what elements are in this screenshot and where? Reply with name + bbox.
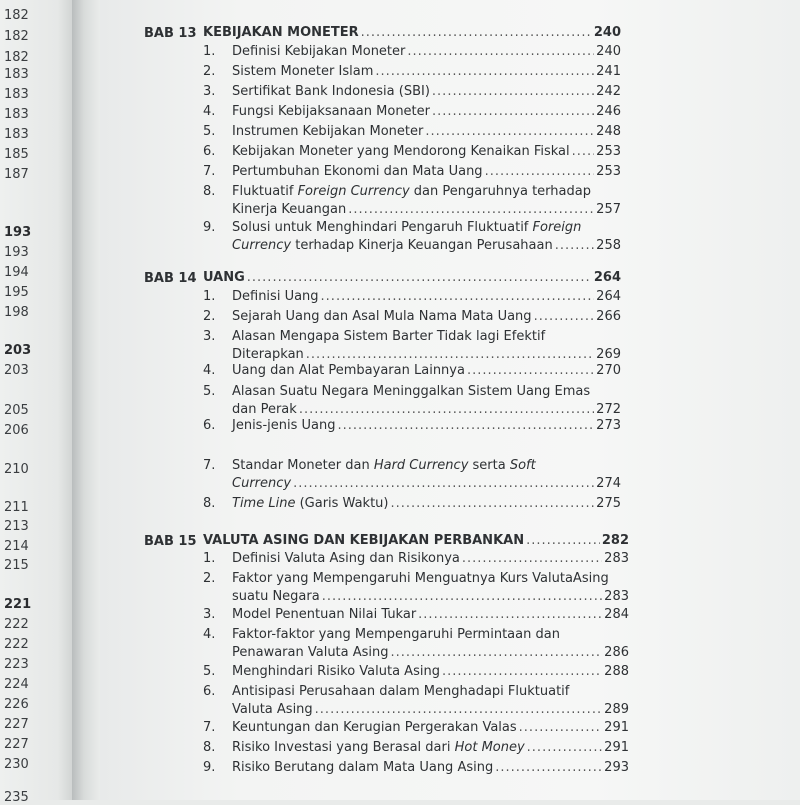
entry-text: Model Penentuan Nilai Tukar xyxy=(232,607,417,622)
entry-text: Definisi Kebijakan Moneter xyxy=(232,44,406,59)
left-page-number: 223 xyxy=(4,657,29,672)
toc-entry-line xyxy=(232,363,621,379)
entry-text: Sertifikat Bank Indonesia (SBI) xyxy=(232,84,430,99)
left-page-number: 230 xyxy=(4,757,29,772)
entry-number: 3. xyxy=(203,329,216,344)
left-page-number: 193 xyxy=(4,245,29,260)
leader-dots xyxy=(425,124,594,140)
entry-text xyxy=(232,664,440,680)
toc-entry-line xyxy=(232,164,621,180)
entry-number: 8. xyxy=(203,184,216,199)
entry-text: Sejarah Uang dan Asal Mula Nama Mata Uang xyxy=(232,309,532,324)
entry-text: Pertumbuhan Ekonomi dan Mata Uang xyxy=(232,164,483,179)
left-page-number: 215 xyxy=(4,558,29,573)
entry-page: 240 xyxy=(596,44,621,59)
leader-dots xyxy=(495,760,602,776)
entry-text: Fluktuatif xyxy=(232,184,298,199)
entry-page: 270 xyxy=(596,363,621,378)
entry-text-italic: Foreign Currency xyxy=(297,184,410,199)
left-page-number: 235 xyxy=(4,790,29,805)
entry-number: 9. xyxy=(203,220,216,235)
entry-text xyxy=(232,124,423,140)
entry-text: Alasan Mengapa Sistem Barter Tidak lagi Efektif xyxy=(232,329,546,344)
entry-text xyxy=(232,551,460,567)
leader-dots xyxy=(375,64,594,80)
entry-number: 5. xyxy=(203,124,216,139)
entry-text-italic: Hard Currency xyxy=(373,458,469,473)
leader-dots xyxy=(572,144,595,160)
entry-number: 8. xyxy=(203,496,216,511)
leader-dots xyxy=(442,664,602,680)
bab13-page: 240 xyxy=(593,25,621,40)
entry-text: Diterapkan xyxy=(232,347,304,362)
toc-entry-line xyxy=(232,760,629,776)
left-page-number: 195 xyxy=(4,285,29,300)
leader-dots xyxy=(432,84,594,100)
toc-entry-line xyxy=(232,402,621,418)
toc-entry-line xyxy=(232,702,629,718)
entry-text xyxy=(232,84,430,100)
leader-dots xyxy=(467,363,594,379)
entry-number: 4. xyxy=(203,627,216,642)
entry-text: Standar Moneter dan xyxy=(232,458,374,473)
toc-entry-line xyxy=(232,589,629,605)
leader-dots xyxy=(321,289,595,305)
entry-text xyxy=(232,496,388,512)
toc-entry-line xyxy=(232,238,621,254)
leader-dots xyxy=(338,418,595,434)
left-page-number: 198 xyxy=(4,305,29,320)
entry-text: Antisipasi Perusahaan dalam Menghadapi Fluktuatif xyxy=(232,684,570,699)
entry-text: Uang dan Alat Pembayaran Lainnya xyxy=(232,363,465,378)
entry-text: Instrumen Kebijakan Moneter xyxy=(232,124,424,139)
entry-text: dan Pengaruhnya terhadap xyxy=(409,184,591,199)
entry-number: 7. xyxy=(203,164,216,179)
left-page-number: 185 xyxy=(4,147,29,162)
toc-entry-line xyxy=(232,84,621,100)
entry-number: 7. xyxy=(203,720,216,735)
bab13-title: KEBIJAKAN MONETER xyxy=(203,25,359,40)
leader-dots xyxy=(391,645,603,661)
entry-text: Definisi Uang xyxy=(232,289,319,304)
entry-page: 257 xyxy=(596,202,621,217)
entry-text: terhadap Kinerja Keuangan Perusahaan xyxy=(291,238,553,253)
entry-text xyxy=(232,104,430,120)
leader-dots xyxy=(534,309,595,325)
bab14-heading xyxy=(203,270,621,286)
entry-text-line xyxy=(232,684,569,700)
entry-number: 2. xyxy=(203,571,216,586)
entry-number: 3. xyxy=(203,607,216,622)
leader-dots xyxy=(293,476,594,492)
entry-text xyxy=(232,238,553,254)
entry-page: 248 xyxy=(596,124,621,139)
toc-entry-line xyxy=(232,476,621,492)
entry-text xyxy=(232,144,570,160)
entry-text-italic: (Garis Waktu) xyxy=(295,496,389,511)
toc-entry-line xyxy=(232,645,629,661)
entry-text: Fungsi Kebijaksanaan Moneter xyxy=(232,104,430,119)
left-page-number: 206 xyxy=(4,423,29,438)
right-page xyxy=(100,0,800,800)
entry-text xyxy=(232,402,297,418)
toc-entry-line xyxy=(232,309,621,325)
leader-dots xyxy=(407,44,594,60)
left-page-number: 182 xyxy=(4,8,29,23)
left-page-number: 194 xyxy=(4,265,29,280)
left-page-number: 205 xyxy=(4,403,29,418)
entry-page: 291 xyxy=(604,720,629,735)
bab15-page: 282 xyxy=(601,533,629,548)
entry-page: 293 xyxy=(604,760,629,775)
leader-dots xyxy=(418,607,602,623)
entry-text: dan Perak xyxy=(232,402,297,417)
entry-text xyxy=(232,309,532,325)
leader-dots xyxy=(485,164,595,180)
left-page-number: 183 xyxy=(4,87,29,102)
entry-number: 4. xyxy=(203,363,216,378)
toc-entry-line xyxy=(232,664,629,680)
entry-text-italic: Currency xyxy=(232,238,292,253)
entry-text xyxy=(232,289,319,305)
toc-entry-line xyxy=(232,551,629,567)
entry-text xyxy=(232,347,304,363)
entry-page: 242 xyxy=(596,84,621,99)
entry-number: 1. xyxy=(203,551,216,566)
left-page-number: 183 xyxy=(4,107,29,122)
left-page-number: 182 xyxy=(4,29,29,44)
left-page-number: 222 xyxy=(4,637,29,652)
entry-page: 269 xyxy=(596,347,621,362)
entry-text xyxy=(232,476,291,492)
left-page-number: 203 xyxy=(4,343,32,358)
leader-dots xyxy=(306,347,594,363)
entry-number: 6. xyxy=(203,144,216,159)
entry-text: Solusi untuk Menghindari Pengaruh Fluktuatif xyxy=(232,220,533,235)
left-page-number: 222 xyxy=(4,617,29,632)
entry-number: 8. xyxy=(203,740,216,755)
entry-text-italic: Hot Money xyxy=(454,740,525,755)
toc-entry-line xyxy=(232,740,629,756)
entry-number: 6. xyxy=(203,418,216,433)
entry-number: 1. xyxy=(203,289,216,304)
left-page-number: 227 xyxy=(4,737,29,752)
entry-text: suatu Negara xyxy=(232,589,320,604)
toc-entry-line xyxy=(232,44,621,60)
entry-text: Valuta Asing xyxy=(232,702,313,717)
toc-entry-line xyxy=(232,289,621,305)
entry-page: 253 xyxy=(596,164,621,179)
left-page-number: 227 xyxy=(4,717,29,732)
left-page-number: 226 xyxy=(4,697,29,712)
leader-dots xyxy=(390,496,594,512)
bab14-label: BAB 14 xyxy=(144,271,197,286)
toc-entry-line xyxy=(232,347,621,363)
left-page-number: 183 xyxy=(4,127,29,142)
entry-text xyxy=(232,363,465,379)
left-page-number: 193 xyxy=(4,225,32,240)
entry-page: 289 xyxy=(604,702,629,717)
leader-dots xyxy=(299,402,594,418)
entry-text: Jenis-jenis Uang xyxy=(232,418,336,433)
entry-number: 5. xyxy=(203,384,216,399)
entry-text xyxy=(232,64,373,80)
left-page-number: 203 xyxy=(4,363,29,378)
entry-text-italic: Soft xyxy=(509,458,536,473)
entry-text-line xyxy=(232,220,581,236)
toc-entry-line xyxy=(232,418,621,434)
entry-text xyxy=(232,645,389,661)
left-page-number: 187 xyxy=(4,167,29,182)
toc-entry-line xyxy=(232,720,629,736)
entry-text: Menghindari Risiko Valuta Asing xyxy=(232,664,440,679)
entry-text-line xyxy=(232,184,591,200)
bab15-heading xyxy=(203,533,629,549)
entry-page: 264 xyxy=(596,289,621,304)
leader-dots xyxy=(348,202,594,218)
entry-text xyxy=(232,202,346,218)
entry-text: Kebijakan Moneter yang Mendorong Kenaikan Fiskal xyxy=(232,144,570,159)
entry-text-line xyxy=(232,627,560,643)
entry-text: Sistem Moneter Islam xyxy=(232,64,374,79)
entry-text: serta xyxy=(468,458,510,473)
entry-text xyxy=(232,589,320,605)
bab14-title: UANG xyxy=(203,270,245,285)
entry-text xyxy=(232,44,405,60)
toc-entry-line xyxy=(232,202,621,218)
entry-number: 9. xyxy=(203,760,216,775)
entry-text xyxy=(232,164,483,180)
entry-text-italic: Foreign xyxy=(532,220,582,235)
bab13-heading xyxy=(203,25,621,41)
toc-entry-line xyxy=(232,124,621,140)
entry-text: Time Line xyxy=(232,496,296,511)
entry-number: 7. xyxy=(203,458,216,473)
entry-page: 246 xyxy=(596,104,621,119)
entry-text-line xyxy=(232,329,545,345)
leader-dots xyxy=(315,702,603,718)
entry-page: 288 xyxy=(604,664,629,679)
entry-text xyxy=(232,720,517,736)
leader-dots xyxy=(432,104,594,120)
entry-text xyxy=(232,702,313,718)
entry-number: 3. xyxy=(203,84,216,99)
leader-dots xyxy=(527,740,603,756)
left-page-number: 214 xyxy=(4,539,29,554)
left-page-number: 210 xyxy=(4,462,29,477)
entry-text: Kinerja Keuangan xyxy=(232,202,347,217)
left-page-number: 221 xyxy=(4,597,32,612)
left-page-number: 211 xyxy=(4,500,29,515)
bab14-page: 264 xyxy=(593,270,621,285)
entry-text: Alasan Suatu Negara Meninggalkan Sistem Uang Emas xyxy=(232,384,591,399)
entry-text: Definisi Valuta Asing dan Risikonya xyxy=(232,551,460,566)
left-page-number: 183 xyxy=(4,67,29,82)
entry-text: Keuntungan dan Kerugian Pergerakan Valas xyxy=(232,720,517,735)
entry-page: 241 xyxy=(596,64,621,79)
bab15-title: VALUTA ASING DAN KEBIJAKAN PERBANKAN xyxy=(203,533,525,548)
entry-text: Asing xyxy=(572,571,609,586)
entry-number: 6. xyxy=(203,684,216,699)
toc-entry-line xyxy=(232,144,621,160)
entry-text-line xyxy=(232,384,590,400)
entry-text xyxy=(232,760,493,776)
entry-text: Penawaran Valuta Asing xyxy=(232,645,389,660)
entry-text xyxy=(232,607,416,623)
entry-page: 258 xyxy=(596,238,621,253)
leader-dots xyxy=(526,533,600,549)
toc-entry-line xyxy=(232,607,629,623)
entry-text xyxy=(232,418,336,434)
entry-text: Risiko Investasi yang Berasal dari xyxy=(232,740,455,755)
leader-dots xyxy=(361,25,592,41)
entry-page: 283 xyxy=(604,551,629,566)
entry-page: 266 xyxy=(596,309,621,324)
entry-page: 291 xyxy=(604,740,629,755)
book-gutter xyxy=(72,0,102,800)
entry-text: Faktor-faktor yang Mempengaruhi Permintaan dan xyxy=(232,627,560,642)
entry-page: 274 xyxy=(596,476,621,491)
leader-dots xyxy=(247,270,592,286)
toc-entry-line xyxy=(232,64,621,80)
entry-text-line xyxy=(232,571,609,587)
entry-page: 284 xyxy=(604,607,629,622)
left-page-number: 224 xyxy=(4,677,29,692)
entry-number: 5. xyxy=(203,664,216,679)
entry-text-line xyxy=(232,458,536,474)
bab15-label: BAB 15 xyxy=(144,534,197,549)
leader-dots xyxy=(519,720,603,736)
toc-entry-line xyxy=(232,104,621,120)
entry-text: Currency xyxy=(232,476,292,491)
entry-text xyxy=(232,740,525,756)
entry-page: 283 xyxy=(604,589,629,604)
entry-text: Risiko Berutang dalam Mata Uang Asing xyxy=(232,760,494,775)
entry-page: 275 xyxy=(596,496,621,511)
entry-number: 4. xyxy=(203,104,216,119)
entry-text: Faktor yang Mempengaruhi Menguatnya Kurs Valuta xyxy=(232,571,573,586)
entry-number: 2. xyxy=(203,309,216,324)
entry-page: 273 xyxy=(596,418,621,433)
leader-dots xyxy=(462,551,602,567)
entry-page: 253 xyxy=(596,144,621,159)
entry-page: 272 xyxy=(596,402,621,417)
entry-number: 2. xyxy=(203,64,216,79)
leader-dots xyxy=(555,238,594,254)
entry-number: 1. xyxy=(203,44,216,59)
left-page-number: 182 xyxy=(4,50,29,65)
toc-entry-line xyxy=(232,496,621,512)
bab13-label: BAB 13 xyxy=(144,26,197,41)
entry-page: 286 xyxy=(604,645,629,660)
leader-dots xyxy=(322,589,602,605)
left-page-number: 213 xyxy=(4,519,29,534)
